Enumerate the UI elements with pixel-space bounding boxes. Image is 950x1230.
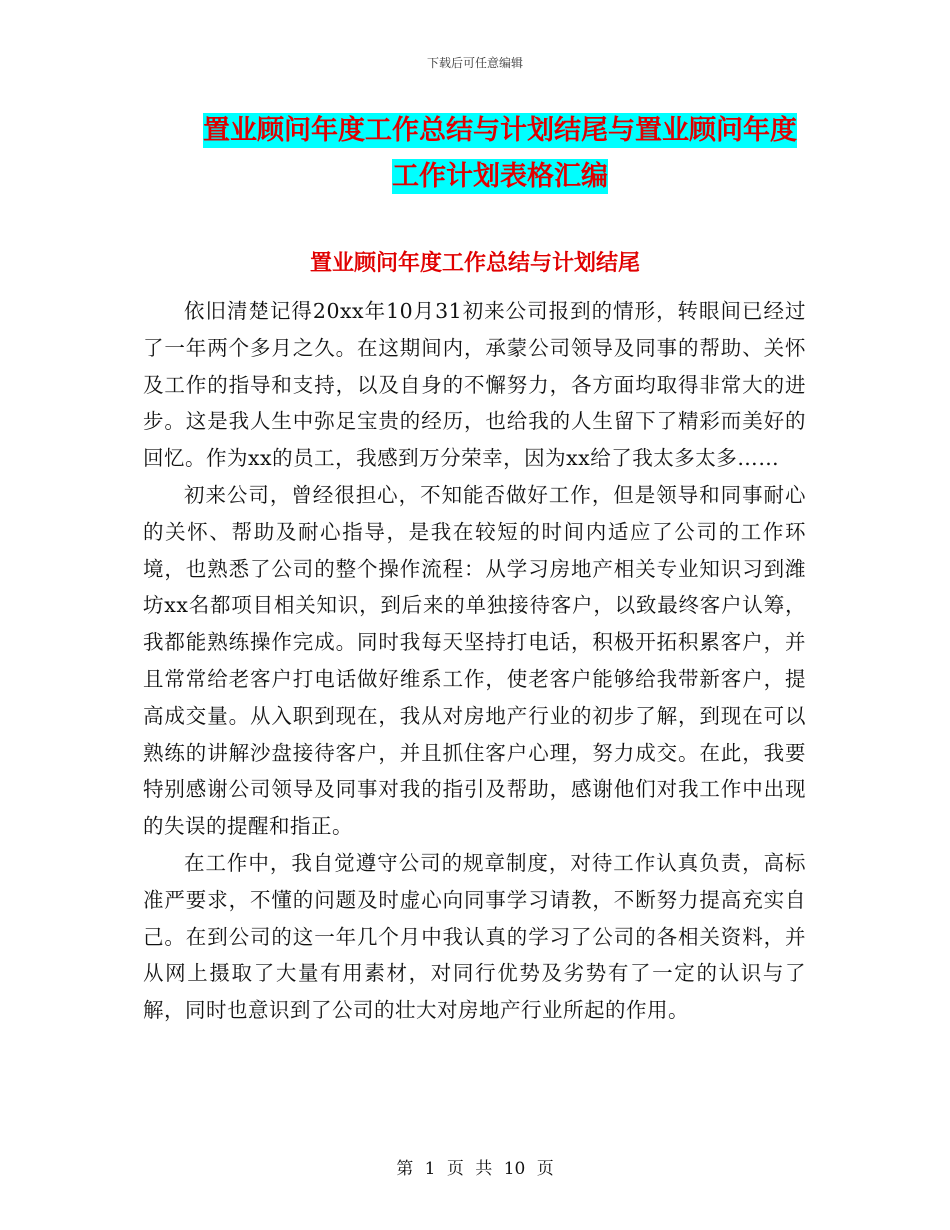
document-body	[143, 293, 806, 1029]
paragraph-2: 初来公司，曾经很担心，不知能否做好工作，但是领导和同事耐心的关怀、帮助及耐心指导，是我在较短的时间内适应了公司的工作环境，也熟悉了公司的整个操作流程：从学习房地产相关专业知识习到潍坊xx名都项目相关知识，到后来的单独接待客户，以致最终客户认筹，我都能熟练操作完成。同时我每天坚持打电话，积极开拓积累客户，并且常常给老客户打电话做好维系工作，使老客户能够给我带新客户，提高成交量。从入职到现在，我从对房地产行业的初步了解，到现在可以熟练的讲解沙盘接待客户，并且抓住客户心理，努力成交。在此，我要特别感谢公司领导及同事对我的指引及帮助，感谢他们对我工作中出现的失误的提醒和指正。	[143, 482, 806, 839]
section-title: 置业顾问年度工作总结与计划结尾	[309, 250, 640, 276]
paragraph-3: 在工作中，我自觉遵守公司的规章制度，对待工作认真负责，高标准严要求，不懂的问题及时虚心向同事学习请教，不断努力提高充实自己。在到公司的这一年几个月中我认真的学习了公司的各相关资料，并从网上摄取了大量有用素材，对同行优势及劣势有了一定的认识与了解，同时也意识到了公司的壮大对房地产行业所起的作用。	[143, 850, 806, 1023]
document-title	[190, 108, 810, 200]
document-title-text: 置业顾问年度工作总结与计划结尾与置业顾问年度工作计划表格汇编	[203, 115, 797, 192]
page-footer: 第 1 页 共 10 页	[396, 1159, 554, 1179]
header-note: 下载后可任意编辑	[426, 56, 523, 70]
paragraph-1: 依旧清楚记得20xx年10月31初来公司报到的情形，转眼间已经过了一年两个多月之久。在这期间内，承蒙公司领导及同事的帮助、关怀及工作的指导和支持，以及自身的不懈努力，各方面均取得非常大的进步。这是我人生中弥足宝贵的经历，也给我的人生留下了精彩而美好的回忆。作为xx的员工，我感到万分荣幸，因为xx给了我太多太多……	[143, 299, 806, 471]
